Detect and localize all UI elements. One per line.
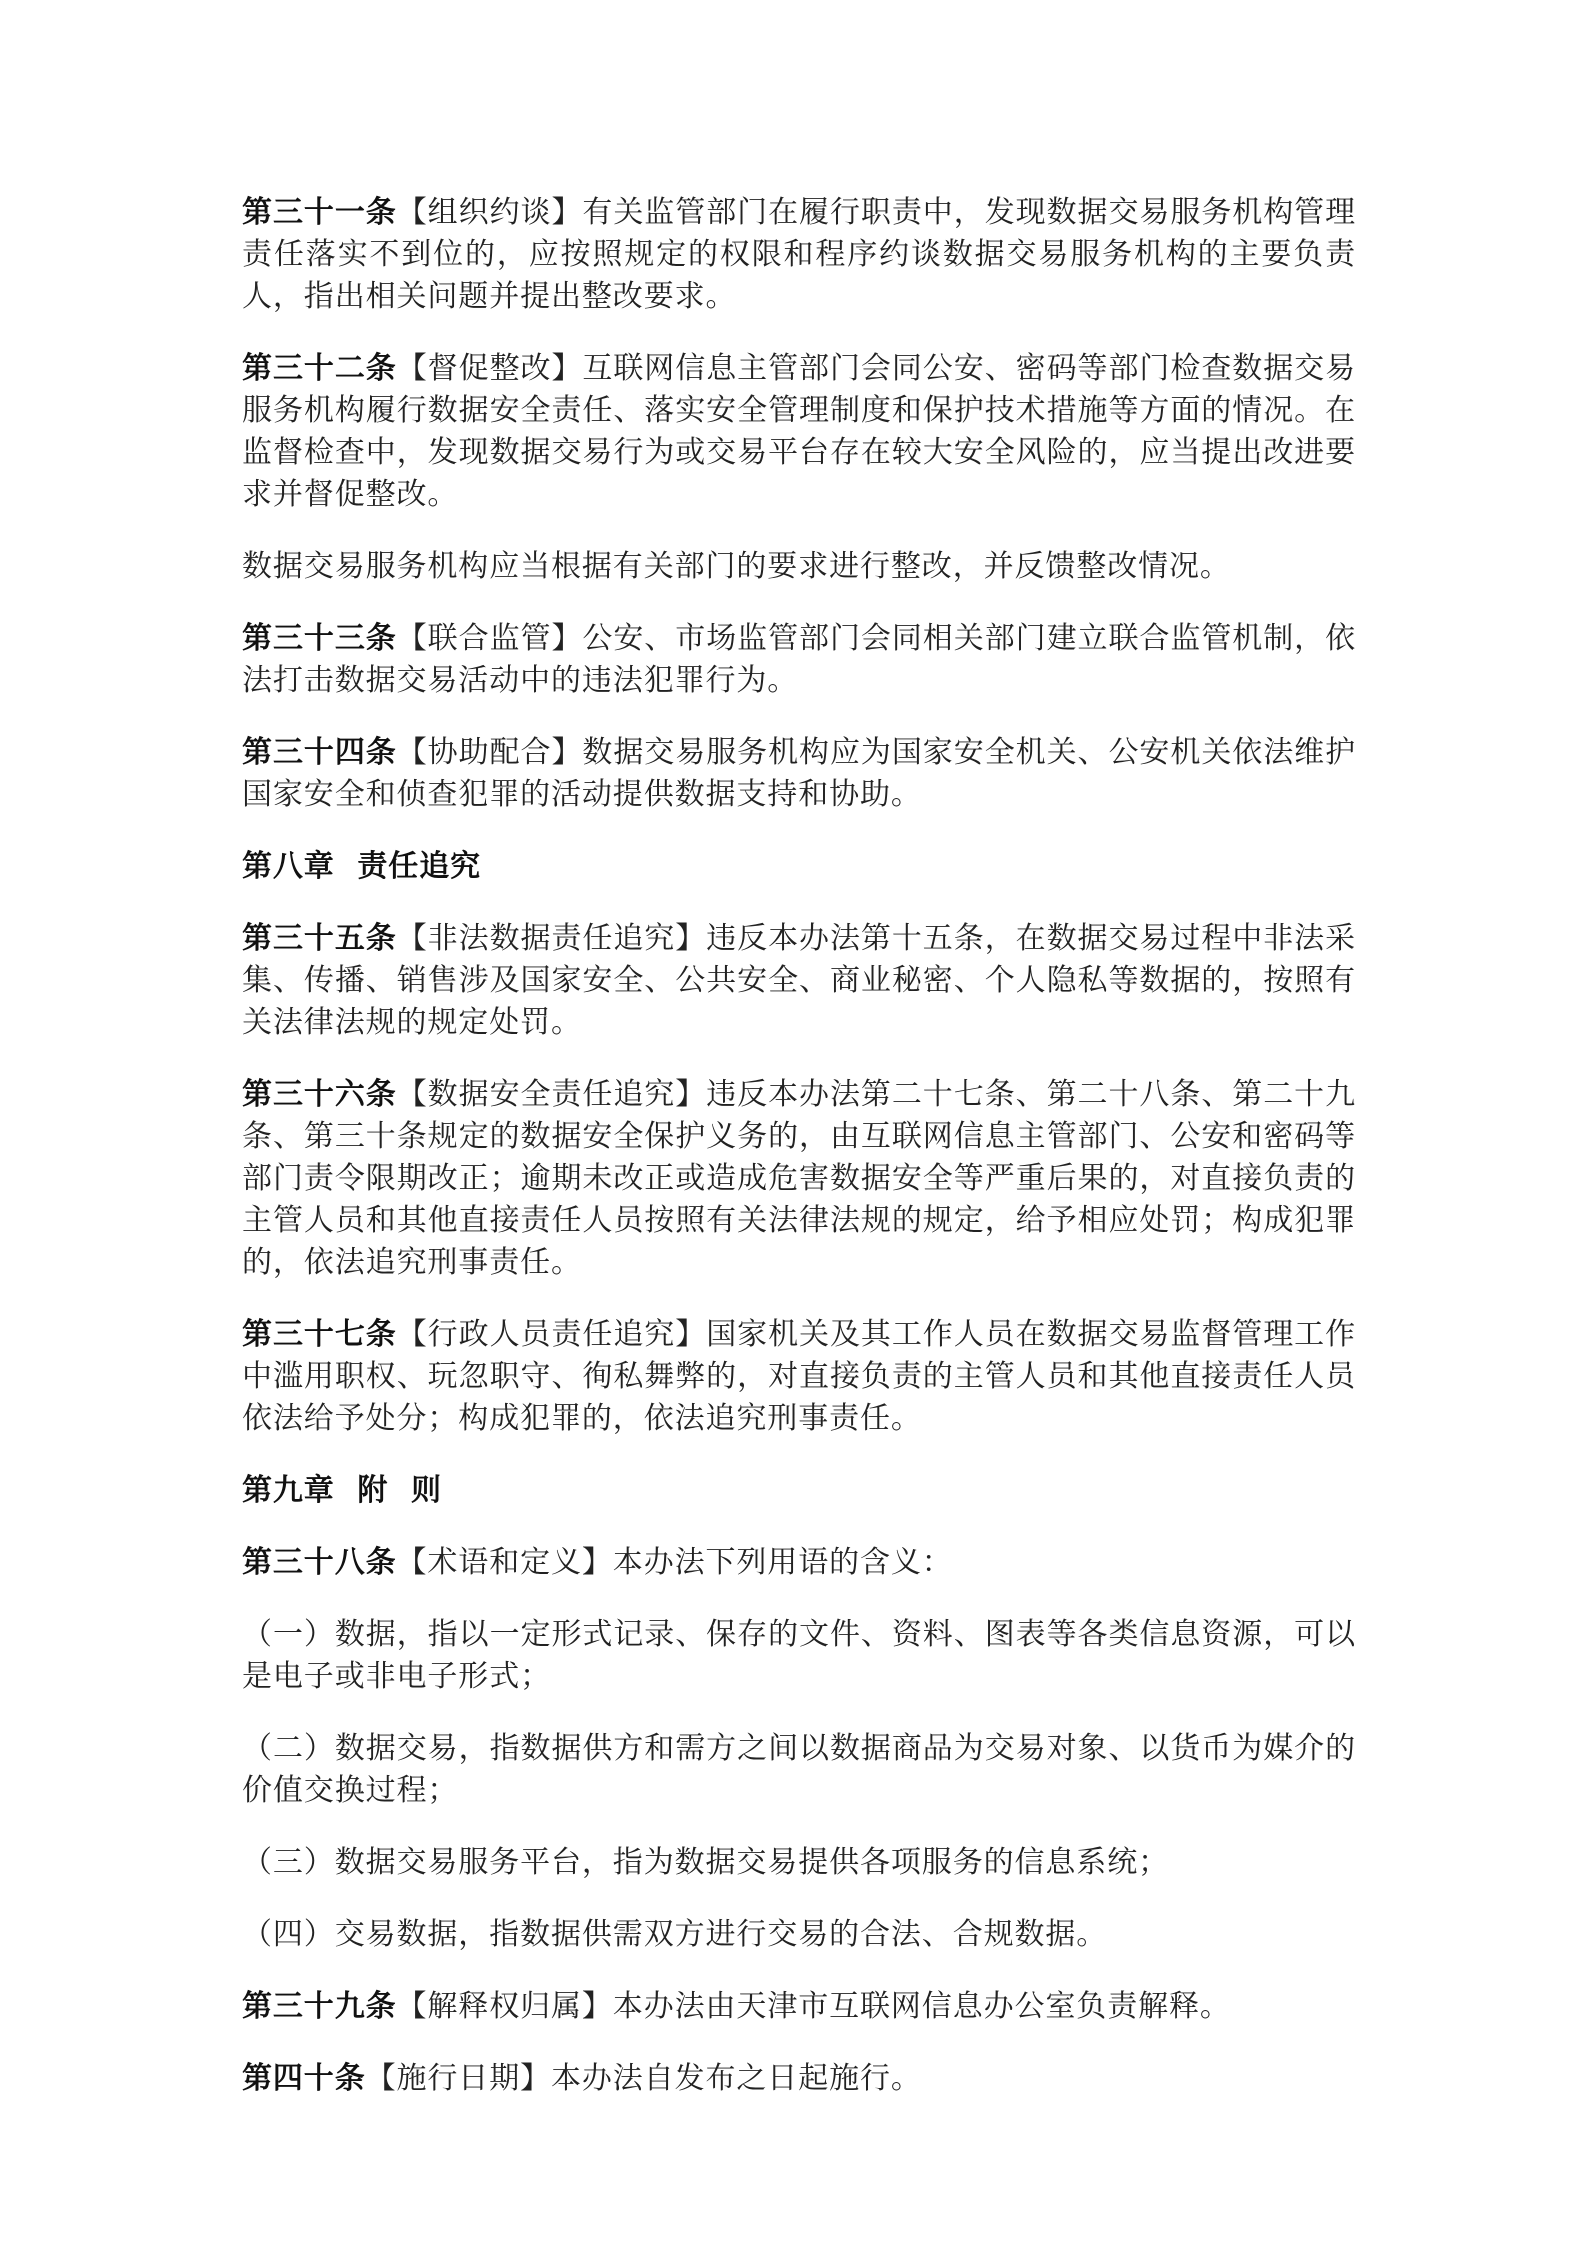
- article-body: 【督促整改】互联网信息主管部门会同公安、密码等部门检查数据交易服务机构履行数据安全责任、落实安全管理制度和保护技术措施等方面的情况。在监督检查中，发现数据交易行为或交易平台存在较大安全风险的，应当提出改进要求并督促整改。: [242, 351, 1356, 512]
- article-number: 第三十一条: [242, 195, 397, 230]
- article-body: 【数据安全责任追究】违反本办法第二十七条、第二十八条、第二十九条、第三十条规定的数据安全保护义务的，由互联网信息主管部门、公安和密码等部门责令限期改正；逾期未改正或造成危害数据安全等严重后果的，对直接负责的主管人员和其他直接责任人员按照有关法律法规的规定，给予相应处罚；构成犯罪的，依法追究刑事责任。: [242, 1077, 1356, 1280]
- article-body: 【术语和定义】本办法下列用语的含义：: [396, 1545, 953, 1580]
- text-paragraph: [242, 1614, 1356, 1698]
- article-body: 【解释权归属】本办法由天津市互联网信息办公室负责解释。: [396, 1989, 1231, 2024]
- document-page: [242, 192, 1356, 2130]
- article-body: 【行政人员责任追究】国家机关及其工作人员在数据交易监督管理工作中滥用职权、玩忽职守、徇私舞弊的，对直接负责的主管人员和其他直接责任人员依法给予处分；构成犯罪的，依法追究刑事责任。: [242, 1317, 1356, 1436]
- article-number: 第三十六条: [242, 1077, 397, 1112]
- article-paragraph: [242, 2058, 1356, 2100]
- chapter-title: 第八章 责任追究: [242, 849, 481, 884]
- text-paragraph: [242, 546, 1356, 588]
- text-paragraph: [242, 1728, 1356, 1812]
- article-body: （四）交易数据，指数据供需双方进行交易的合法、合规数据。: [242, 1917, 1108, 1952]
- article-body: （三）数据交易服务平台，指为数据交易提供各项服务的信息系统；: [242, 1845, 1169, 1880]
- article-paragraph: [242, 1542, 1356, 1584]
- article-paragraph: [242, 618, 1356, 702]
- article-body: 【组织约谈】有关监管部门在履行职责中，发现数据交易服务机构管理责任落实不到位的，应按照规定的权限和程序约谈数据交易服务机构的主要负责人，指出相关问题并提出整改要求。: [242, 195, 1356, 314]
- article-body: 【联合监管】公安、市场监管部门会同相关部门建立联合监管机制，依法打击数据交易活动中的违法犯罪行为。: [242, 621, 1356, 698]
- article-body: 数据交易服务机构应当根据有关部门的要求进行整改，并反馈整改情况。: [242, 549, 1231, 584]
- article-paragraph: [242, 918, 1356, 1044]
- article-number: 第三十五条: [242, 921, 397, 956]
- article-paragraph: [242, 1986, 1356, 2028]
- article-paragraph: [242, 1314, 1356, 1440]
- article-body: 【施行日期】本办法自发布之日起施行。: [365, 2061, 922, 2096]
- chapter-heading: [242, 846, 1356, 888]
- article-number: 第三十八条: [242, 1545, 397, 1580]
- article-paragraph: [242, 348, 1356, 516]
- article-body: 【非法数据责任追究】违反本办法第十五条，在数据交易过程中非法采集、传播、销售涉及国家安全、公共安全、商业秘密、个人隐私等数据的，按照有关法律法规的规定处罚。: [242, 921, 1356, 1040]
- chapter-title: 第九章 附 则: [242, 1473, 442, 1508]
- chapter-heading: [242, 1470, 1356, 1512]
- article-paragraph: [242, 192, 1356, 318]
- article-body: （二）数据交易，指数据供方和需方之间以数据商品为交易对象、以货币为媒介的价值交换过程；: [242, 1731, 1356, 1808]
- article-number: 第四十条: [242, 2061, 366, 2096]
- text-paragraph: [242, 1914, 1356, 1956]
- article-body: （一）数据，指以一定形式记录、保存的文件、资料、图表等各类信息资源，可以是电子或非电子形式；: [242, 1617, 1356, 1694]
- article-paragraph: [242, 1074, 1356, 1284]
- text-paragraph: [242, 1842, 1356, 1884]
- article-number: 第三十四条: [242, 735, 397, 770]
- article-number: 第三十七条: [242, 1317, 397, 1352]
- article-paragraph: [242, 732, 1356, 816]
- article-body: 【协助配合】数据交易服务机构应为国家安全机关、公安机关依法维护国家安全和侦查犯罪的活动提供数据支持和协助。: [242, 735, 1356, 812]
- article-number: 第三十三条: [242, 621, 397, 656]
- article-number: 第三十二条: [242, 351, 397, 386]
- article-number: 第三十九条: [242, 1989, 397, 2024]
